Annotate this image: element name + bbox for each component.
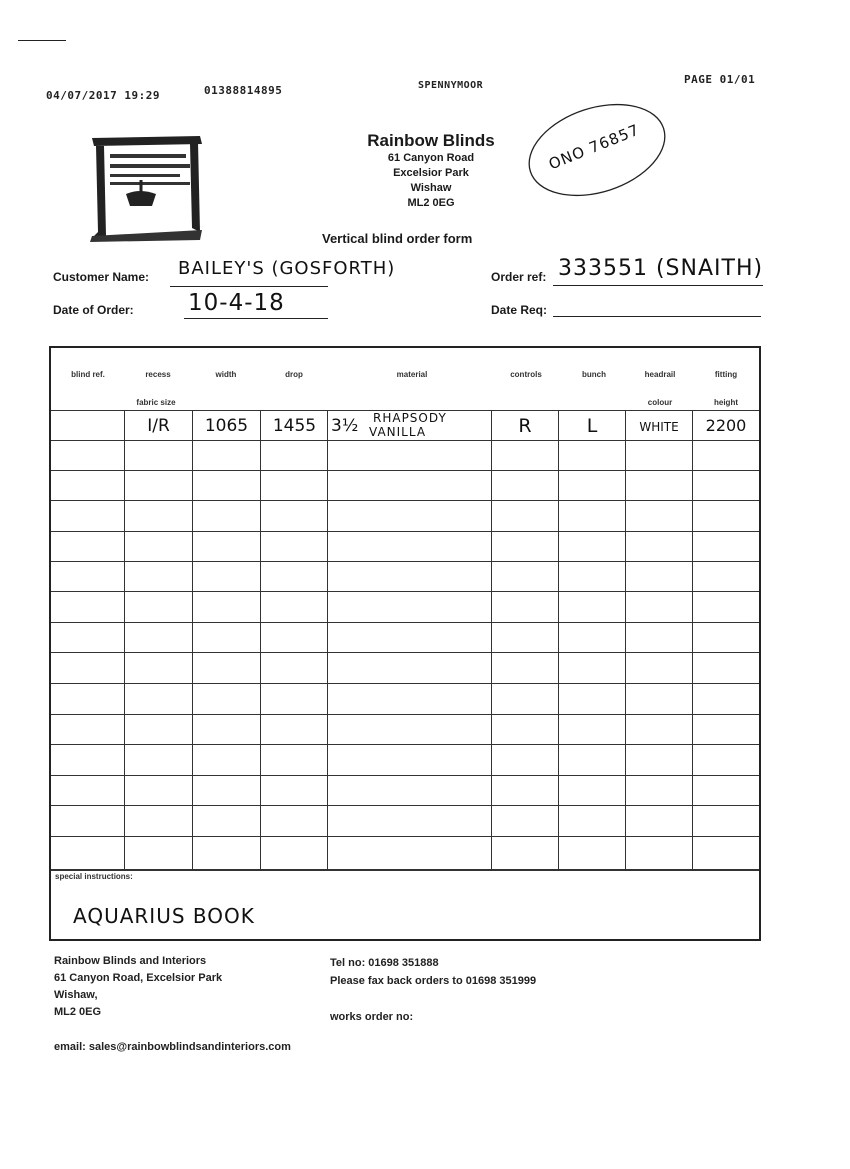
footer-tel: Tel no: 01698 351888 xyxy=(330,957,439,969)
col-divider xyxy=(192,410,193,870)
row-divider xyxy=(51,652,759,653)
order-ref-label: Order ref: xyxy=(491,270,547,284)
row-divider xyxy=(51,805,759,806)
company-name: Rainbow Blinds xyxy=(367,131,495,150)
row-divider xyxy=(51,531,759,532)
form-title: Vertical blind order form xyxy=(322,231,473,246)
row1-headrail-colour: WHITE xyxy=(639,420,679,434)
footer-address-line-1: Rainbow Blinds and Interiors xyxy=(54,955,207,967)
fax-page: PAGE 01/01 xyxy=(684,73,756,86)
date-req-underline xyxy=(553,316,761,317)
row1-bunch: L xyxy=(586,415,598,437)
row-divider xyxy=(51,470,759,471)
company-address-3: Wishaw xyxy=(410,182,452,194)
customer-name-label: Customer Name: xyxy=(53,270,150,284)
footer-works-order-label: works order no: xyxy=(330,1011,414,1023)
header-width: width xyxy=(215,370,237,379)
col-divider xyxy=(625,410,626,870)
row-divider xyxy=(51,744,759,745)
header-colour: colour xyxy=(647,398,673,407)
header-drop: drop xyxy=(285,370,303,379)
fax-phone: 01388814895 xyxy=(204,84,283,97)
row1-drop: 1455 xyxy=(272,416,317,436)
row-divider xyxy=(51,836,759,837)
special-instructions-value: AQUARIUS BOOK xyxy=(73,904,255,928)
header-recess: recess xyxy=(145,370,171,379)
header-fabric-size: fabric size xyxy=(136,398,176,407)
row1-material-prefix: 3½ xyxy=(331,416,359,436)
row-divider xyxy=(51,714,759,715)
row1-width: 1065 xyxy=(204,416,249,436)
row-divider xyxy=(51,622,759,623)
fax-datetime: 04/07/2017 19:29 xyxy=(46,89,160,102)
header-height: height xyxy=(714,398,738,407)
col-divider xyxy=(327,410,328,870)
row1-controls: R xyxy=(518,415,532,437)
header-material: material xyxy=(396,370,428,379)
fax-location: SPENNYMOOR xyxy=(418,80,484,91)
row-divider xyxy=(51,500,759,501)
header-controls: controls xyxy=(510,370,542,379)
row-divider xyxy=(51,561,759,562)
date-of-order-value: 10-4-18 xyxy=(188,290,285,316)
footer-address-line-3: Wishaw, xyxy=(54,989,98,1001)
col-divider xyxy=(692,410,693,870)
row1-material-line1: RHAPSODY xyxy=(373,411,447,425)
order-ref-value: 333551 (SNAITH) xyxy=(558,256,764,281)
footer-address-line-4: ML2 0EG xyxy=(54,1006,102,1018)
table-bottom-divider xyxy=(51,869,759,871)
date-req-label: Date Req: xyxy=(491,303,548,317)
row-divider xyxy=(51,683,759,684)
stamp-text: ONO 76857 xyxy=(546,120,643,174)
footer-address xyxy=(54,953,222,1021)
customer-name-underline xyxy=(170,286,328,287)
col-divider xyxy=(260,410,261,870)
date-of-order-label: Date of Order: xyxy=(53,303,134,317)
row1-recess: I/R xyxy=(147,416,170,436)
col-divider xyxy=(491,410,492,870)
col-divider xyxy=(124,410,125,870)
company-address-2: Excelsior Park xyxy=(393,167,469,179)
scan-mark xyxy=(18,40,66,41)
company-address-4: ML2 0EG xyxy=(407,197,455,209)
order-table xyxy=(49,346,761,941)
row1-fitting-height: 2200 xyxy=(705,416,747,435)
col-divider xyxy=(558,410,559,870)
order-ref-underline xyxy=(553,285,763,286)
row-divider xyxy=(51,775,759,776)
special-instructions-label: special instructions: xyxy=(55,872,133,881)
row-divider xyxy=(51,591,759,592)
header-headrail: headrail xyxy=(644,370,676,379)
order-stamp xyxy=(522,100,672,200)
footer-fax: Please fax back orders to 01698 351999 xyxy=(330,975,537,987)
footer-address-line-2: 61 Canyon Road, Excelsior Park xyxy=(54,972,223,984)
header-fitting: fitting xyxy=(714,370,738,379)
header-blind-ref: blind ref. xyxy=(71,370,105,379)
company-address-1: 61 Canyon Road xyxy=(387,152,475,164)
footer-email: email: sales@rainbowblindsandinteriors.com xyxy=(54,1041,291,1053)
header-bunch: bunch xyxy=(582,370,606,379)
date-of-order-underline xyxy=(184,318,328,319)
customer-name-value: BAILEY'S (GOSFORTH) xyxy=(178,258,396,279)
row1-material-line2: VANILLA xyxy=(369,425,427,439)
row-divider xyxy=(51,440,759,441)
